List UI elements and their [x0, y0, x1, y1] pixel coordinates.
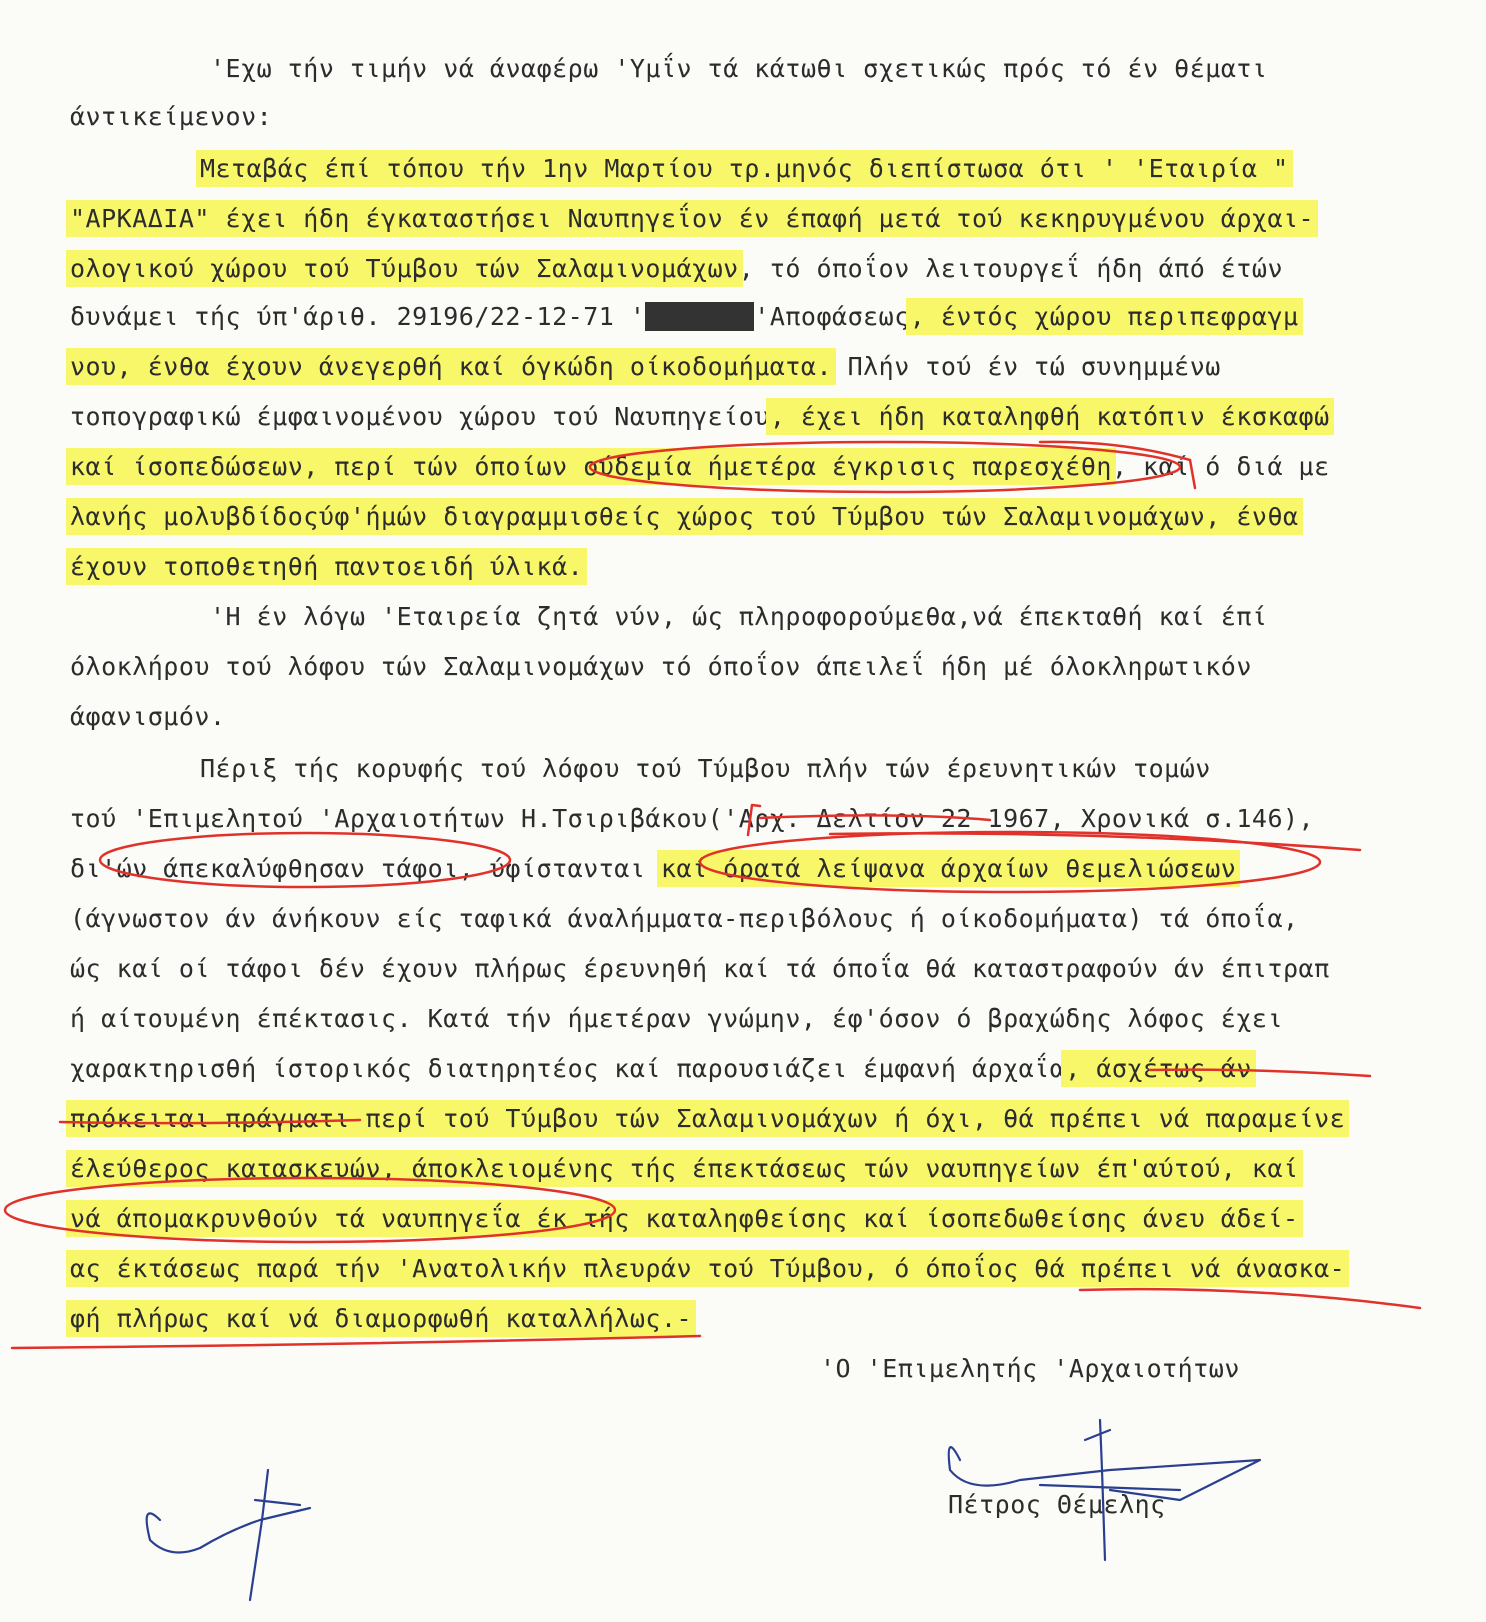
line-text: τοπογραφικώ έμφαινομένου χώρου τού Ναυπηγείου — [70, 402, 770, 431]
line-text: δυνάμει τής ύπ'άριθ. 29196/22-12-71 ' — [70, 302, 646, 331]
line-text: τού 'Επιμελητού 'Αρχαιοτήτων Η.Τσιριβάκου('Αρχ. Δελτίον 22 1967, Χρονικά σ.146), — [70, 804, 1315, 833]
highlighted-text: , έχει ήδη καταληφθή κατόπιν έκσκαφώ — [769, 402, 1330, 431]
signature-title: 'Ο 'Επιμελητής 'Αρχαιοτήτων — [820, 1354, 1240, 1383]
line-text: ώς καί οί τάφοι δέν έχουν πλήρως έρευνηθή καί τά όποΐα θά καταστραφούν άν έπιτραπ — [70, 954, 1330, 983]
line-text: 'Η έν λόγω 'Εταιρεία ζητά νύν, ώς πληροφορούμεθα,νά έπεκταθή καί έπί — [210, 602, 1268, 631]
left-initials-signature — [147, 1470, 310, 1600]
line-text: Πλήν τού έν τώ συνημμένω — [832, 352, 1221, 381]
highlighted-text: νου, ένθα έχουν άνεγερθή καί όγκώδη οίκοδομήματα. — [70, 352, 833, 381]
highlighted-text: νά άπομακρυνθούν τά ναυπηγεΐα έκ τής καταληφθείσης καί ίσοπεδωθείσης άνευ άδεί- — [70, 1204, 1299, 1233]
line-text: άντικείμενον: — [70, 102, 273, 131]
line-text: 'Εχω τήν τιμήν νά άναφέρω 'Υμΐν τά κάτωθι σχετικώς πρός τό έν θέματι — [210, 54, 1268, 83]
line-text: (άγνωστον άν άνήκουν είς ταφικά άναλήμματα-περιβόλους ή οίκοδομήματα) τά όποΐα, — [70, 904, 1299, 933]
highlighted-text: ολογικού χώρου τού Τύμβου τών Σαλαμινομάχων — [70, 254, 739, 283]
line-text: άφανισμόν. — [70, 702, 226, 731]
line-text: δι'ών άπεκαλύφθησαν τάφοι, ύφίστανται — [70, 854, 661, 883]
signatory-name: Πέτρος Θέμελης — [948, 1490, 1166, 1519]
highlighted-text: ας έκτάσεως παρά τήν 'Ανατολικήν πλευράν τού Τύμβου, ό όποΐος θά πρέπει νά άνασκα- — [70, 1254, 1346, 1283]
line-text: , καί ό διά με — [1111, 452, 1330, 481]
highlighted-text: έχουν τοποθετηθή παντοειδή ύλικά. — [70, 552, 584, 581]
highlighted-text: "ΑΡΚΑΔΙΑ" έχει ήδη έγκαταστήσει Ναυπηγεΐον έν έπαφή μετά τού κεκηρυγμένου άρχαι- — [70, 204, 1315, 233]
line-text: Πέριξ τής κορυφής τού λόφου τού Τύμβου πλήν τών έρευνητικών τομών — [200, 754, 1211, 783]
right-signature — [949, 1420, 1260, 1560]
line-text: όλοκλήρου τού λόφου τών Σαλαμινομάχων τό όποΐον άπειλεΐ ήδη μέ όλοκληρωτικόν — [70, 652, 1252, 681]
highlighted-text: , άσχέτως άν — [1065, 1054, 1252, 1083]
highlighted-text: έλεύθερος κατασκευών, άποκλειομένης τής έπεκτάσεως τών ναυπηγείων έπ'αύτού, καί — [70, 1154, 1299, 1183]
highlighted-text: Μεταβάς έπί τόπου τήν 1ην Μαρτίου τρ.μηνός διεπίστωσα ότι ' 'Εταιρία " — [200, 154, 1289, 183]
highlighted-text: λανής μολυβδίδοςύφ'ήμών διαγραμμισθείς χώρος τού Τύμβου τών Σαλαμινομάχων, ένθα — [70, 502, 1299, 531]
line-text: , τό όποΐον λειτουργεΐ ήδη άπό έτών — [738, 254, 1284, 283]
redacted-word: Υπουργ. — [645, 302, 755, 331]
highlighted-text: , έντός χώρου περιπεφραγμ — [909, 302, 1299, 331]
highlighted-text: φή πλήρως καί νά διαμορφωθή καταλλήλως.- — [70, 1304, 693, 1333]
highlighted-text: καί ίσοπεδώσεων, περί τών όποίων ούδεμία ήμετέρα έγκρισις παρεσχέθη — [70, 452, 1112, 481]
highlighted-text: πρόκειται πράγματι περί τού Τύμβου τών Σαλαμινομάχων ή όχι, θά πρέπει νά παραμείνε — [70, 1104, 1346, 1133]
line-text: 'Αποφάσεως — [754, 302, 910, 331]
line-text: ή αίτουμένη έπέκτασις. Κατά τήν ήμετέραν γνώμην, έφ'όσον ό βραχώδης λόφος έχει — [70, 1004, 1283, 1033]
highlighted-text: καί όρατά λείψανα άρχαίων θεμελιώσεων — [660, 854, 1237, 883]
line-text: χαρακτηρισθή ίστορικός διατηρητέος καί παρουσιάζει έμφανή άρχαΐα — [70, 1054, 1066, 1083]
